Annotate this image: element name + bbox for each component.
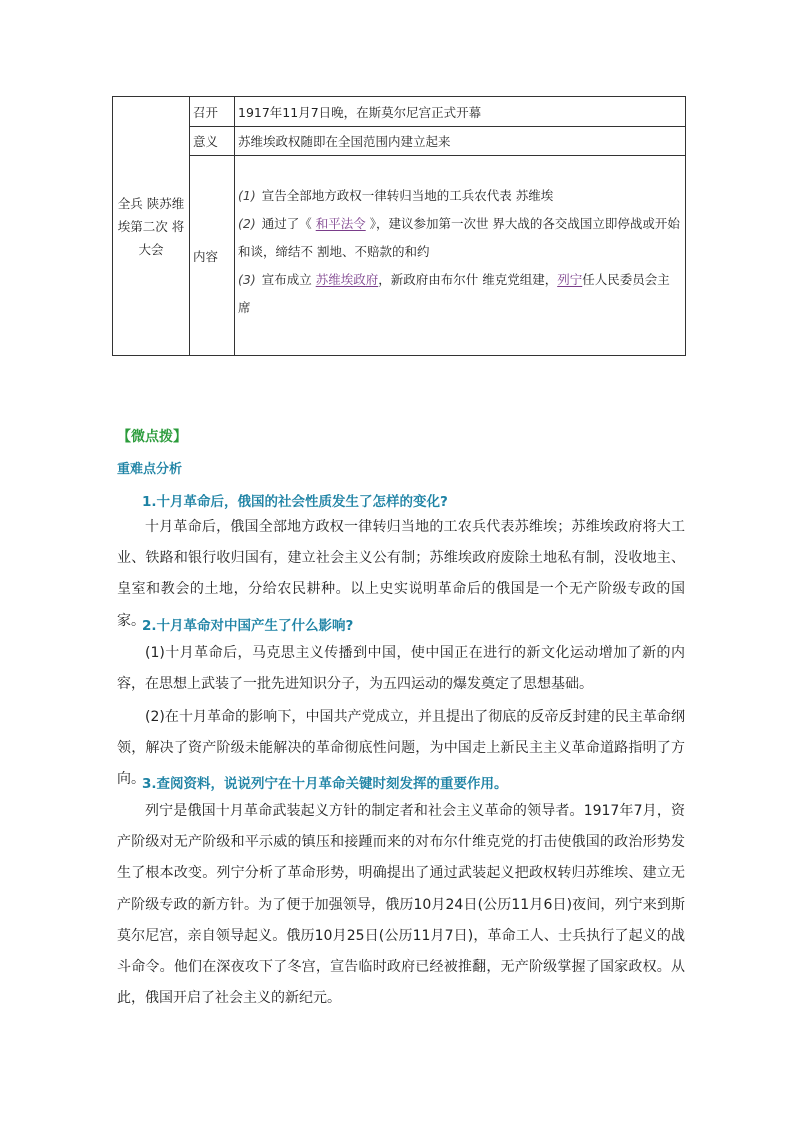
table-row (113, 127, 686, 156)
item-number: (3) (238, 271, 256, 287)
row-content-significance: 苏维埃政权随即在全国范围内建立起来 (235, 127, 686, 156)
item-text-mid: ，新政府由布尔什 维克党组建， (378, 271, 558, 287)
soviet-government-link[interactable]: 苏维埃政府 (315, 271, 379, 287)
row-content-items (235, 156, 686, 356)
item-number: (1) (238, 187, 256, 203)
peace-decree-link[interactable]: 和平法令 (315, 215, 366, 231)
question-1-title: 1.十月革命后，俄国的社会性质发生了怎样的变化? (142, 494, 448, 510)
item-text-post: 》，建议参加第一次世 界大战的各交战国立即停战或开始和谈，缔结不 割地、不赔款的和约 (238, 215, 680, 259)
question-3-answer: 列宁是俄国十月革命武装起义方针的制定者和社会主义革命的领导者。1917年7月，资产阶级对无产阶级和平示威的镇压和接踵而来的对布尔什维克党的打击使俄国的政治形势发生了根本改变。列宁分析了革命形势，明确提出了通过武装起义把政权转归苏维埃、建立无产阶级专政的新方针。为了便于加强领导，俄历10月24日(公历11月6日)夜间，列宁来到斯莫尔尼宫，亲自领导起义。俄历10月25日(公历11月7日)，革命工人、士兵执行了起义的战斗命令。他们在深夜攻下了冬宫，宣告临时政府已经被推翻，无产阶级掌握了国家政权。从此，俄国开启了社会主义的新纪元。 (117, 803, 685, 1007)
row-label-convene: 召开 (190, 97, 235, 127)
question-2-answer-2: (2)在十月革命的影响下，中国共产党成立，并且提出了彻底的反帝反封建的民主革命纲领，解决了资产阶级未能解决的革命彻底性问题，为中国走上新民主主义革命道路指明了方向。 (117, 709, 685, 788)
summary-table (112, 96, 686, 356)
row-label-content: 内容 (190, 156, 235, 356)
item-text-pre: 宣布成立 (261, 271, 316, 287)
question-2-answer-1: (1)十月革命后，马克思主义传播到中国，使中国正在进行的新文化运动增加了新的内容，在思想上武装了一批先进知识分子，为五四运动的爆发奠定了思想基础。 (117, 645, 685, 693)
table-row (113, 156, 686, 356)
item-text: 宣告全部地方政权一律转归当地的工兵农代表 苏维埃 (261, 187, 554, 203)
question-3-title: 3.查阅资料，说说列宁在十月革命关键时刻发挥的重要作用。 (142, 776, 508, 792)
question-1-answer: 十月革命后，俄国全部地方政权一律转归当地的工农兵代表苏维埃；苏维埃政府将大工业、铁路和银行收归国有，建立社会主义公有制；苏维埃政府废除土地私有制，没收地主、皇室和教会的土地，分给农民耕种。以上史实说明革命后的俄国是一个无产阶级专政的国家。 (117, 519, 685, 629)
content-item-1 (238, 182, 682, 210)
content-item-2 (238, 210, 682, 266)
section-tag: 【微点拨】 (117, 429, 187, 445)
question-2-title: 2.十月革命对中国产生了什么影响? (142, 618, 354, 634)
group-label-cell: 全兵 陕苏维埃第二次 将大会 (113, 97, 190, 356)
congress-table (112, 96, 686, 356)
lenin-link[interactable]: 列宁 (557, 271, 583, 287)
row-label-significance: 意义 (190, 127, 235, 156)
item-number: (2) (238, 215, 256, 231)
section-subtitle: 重难点分析 (117, 462, 183, 477)
content-item-3 (238, 266, 682, 322)
item-text-pre: 通过了《 (261, 215, 316, 231)
row-content-convene: 1917年11月7日晚，在斯莫尔尼宫正式开幕 (235, 97, 686, 127)
item-text-post: 任人民委员会主席 (238, 271, 670, 315)
table-row (113, 97, 686, 127)
